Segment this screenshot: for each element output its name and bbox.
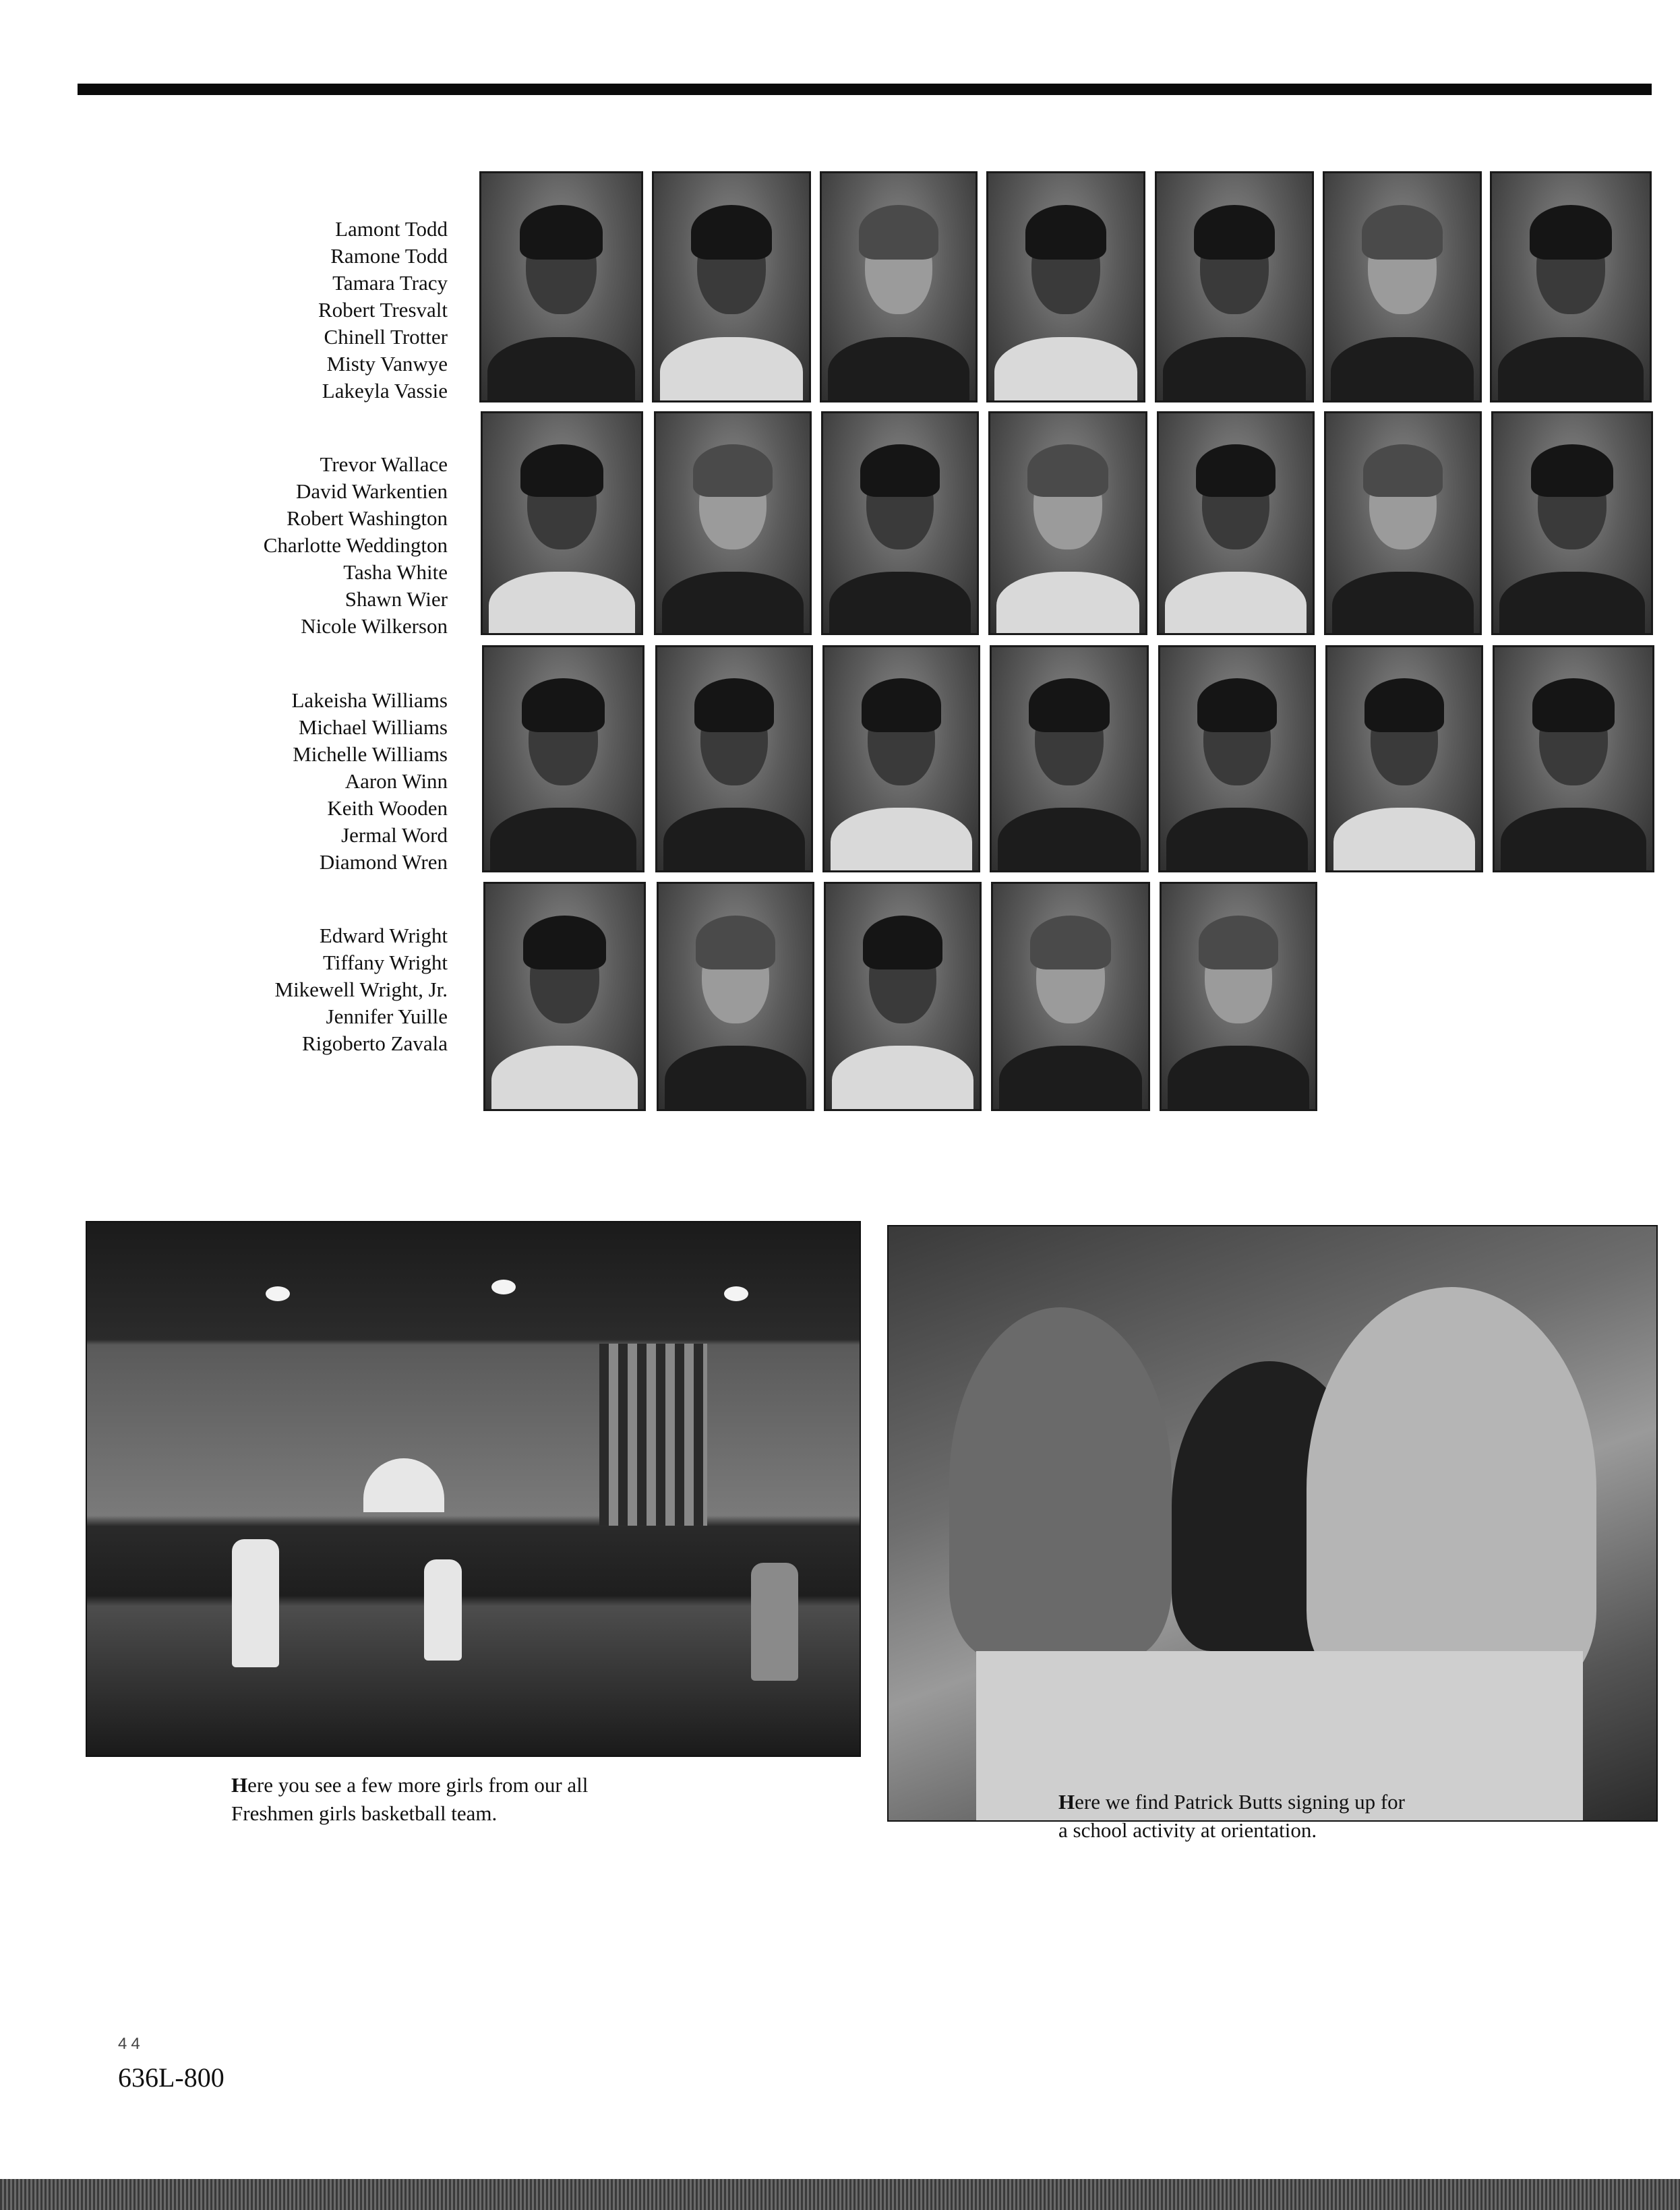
student-name: Trevor Wallace — [320, 452, 448, 476]
student-name: Keith Wooden — [327, 796, 448, 820]
student-name: Jennifer Yuille — [326, 1005, 448, 1028]
student-portrait — [652, 171, 811, 402]
caption-line: a school activity at orientation. — [1058, 1818, 1317, 1842]
student-name: Michelle Williams — [293, 742, 448, 766]
basketball-hoop — [363, 1458, 444, 1512]
student-portrait — [1491, 411, 1653, 635]
top-rule — [78, 84, 1652, 95]
student-portrait — [1490, 171, 1652, 402]
student-name: Robert Tresvalt — [318, 298, 448, 322]
student-name: Aaron Winn — [344, 769, 448, 793]
ceiling-light — [491, 1280, 516, 1294]
student-portrait — [1158, 645, 1316, 872]
flag — [599, 1344, 707, 1526]
student-portrait — [1325, 645, 1483, 872]
caption-line: Freshmen girls basketball team. — [231, 1801, 498, 1825]
student-portrait — [657, 882, 814, 1111]
student-portrait — [988, 411, 1147, 635]
name-list-row-2 — [101, 451, 448, 640]
student-name: Misty Vanwye — [326, 352, 448, 376]
student-portrait — [1155, 171, 1314, 402]
name-list-row-1 — [101, 216, 448, 405]
student-portrait — [1160, 882, 1317, 1111]
student-portrait — [483, 882, 646, 1111]
student-portrait — [481, 411, 643, 635]
student-portrait — [479, 171, 643, 402]
student-name: Shawn Wier — [344, 587, 448, 611]
student-name: Lakeisha Williams — [291, 688, 448, 712]
person — [949, 1307, 1172, 1658]
caption-line: ere you see a few more girls from our all — [247, 1773, 589, 1797]
student-portrait — [822, 645, 980, 872]
student-name: Chinell Trotter — [324, 325, 448, 349]
player — [232, 1539, 279, 1667]
student-portrait — [820, 171, 978, 402]
student-name: Edward Wright — [319, 924, 448, 947]
student-portrait — [986, 171, 1145, 402]
caption-basketball — [231, 1771, 588, 1828]
student-name: Tamara Tracy — [332, 271, 448, 295]
student-name: Nicole Wilkerson — [301, 614, 448, 638]
ceiling-light — [724, 1286, 748, 1301]
page-number: 44 — [118, 2035, 144, 2053]
student-name: Lakeyla Vassie — [322, 379, 448, 402]
student-name: Rigoberto Zavala — [301, 1032, 448, 1055]
student-portrait — [1493, 645, 1654, 872]
person — [1307, 1287, 1596, 1692]
student-name: Diamond Wren — [319, 850, 448, 874]
caption-initial: H — [231, 1773, 248, 1797]
student-portrait — [1323, 171, 1482, 402]
caption-line: ere we find Patrick Butts signing up for — [1075, 1790, 1406, 1814]
student-name: Lamont Todd — [335, 217, 448, 241]
ceiling-light — [266, 1286, 290, 1301]
caption-orientation — [1058, 1788, 1405, 1845]
caption-initial: H — [1058, 1790, 1075, 1814]
student-name: Robert Washington — [287, 506, 448, 530]
student-name: Mikewell Wright, Jr. — [274, 978, 448, 1001]
student-name: Jermal Word — [341, 823, 448, 847]
student-portrait — [1324, 411, 1482, 635]
player — [751, 1563, 798, 1681]
student-portrait — [655, 645, 813, 872]
basketball-gym-photo — [86, 1221, 861, 1757]
scan-edge-band — [0, 2179, 1680, 2210]
name-list-row-3 — [101, 687, 448, 876]
student-name: Tiffany Wright — [322, 951, 448, 974]
student-portrait — [821, 411, 979, 635]
player — [424, 1559, 462, 1661]
print-code: 636L-800 — [118, 2062, 224, 2093]
student-name: Tasha White — [343, 560, 448, 584]
name-list-row-4 — [101, 922, 448, 1057]
student-name: Michael Williams — [298, 715, 448, 739]
student-portrait — [1157, 411, 1315, 635]
student-portrait — [654, 411, 812, 635]
student-portrait — [482, 645, 644, 872]
student-name: David Warkentien — [295, 479, 448, 503]
student-name: Charlotte Weddington — [263, 533, 448, 557]
orientation-signup-photo — [887, 1225, 1658, 1822]
student-name: Ramone Todd — [330, 244, 448, 268]
student-portrait — [991, 882, 1150, 1111]
student-portrait — [824, 882, 982, 1111]
student-portrait — [990, 645, 1149, 872]
